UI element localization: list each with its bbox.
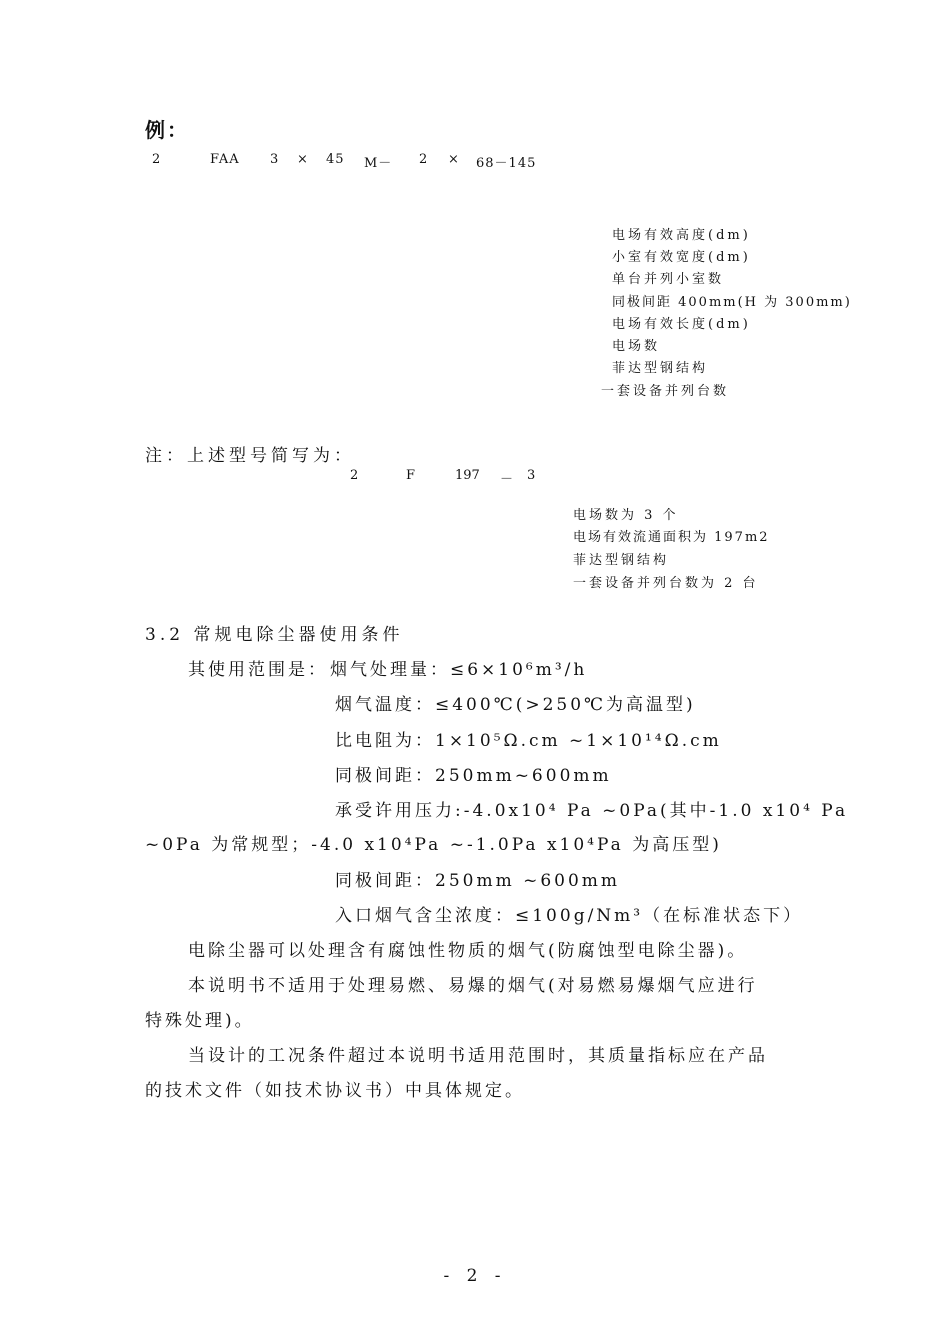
section-title: 3.2 常规电除尘器使用条件 <box>145 625 404 645</box>
model-short-token: 197 <box>455 468 480 483</box>
range-label: 其使用范围是： <box>188 660 328 680</box>
page-number: - 2 - <box>443 1266 507 1286</box>
model-token: × <box>297 152 309 167</box>
spacing-condition: 同极间距：250mm~600mm <box>335 766 612 786</box>
paragraph-continued: 的技术文件（如技术协议书）中具体规定。 <box>145 1081 525 1101</box>
dust-condition: 入口烟气含尘浓度：≤100g/Nm³（在标准状态下） <box>335 906 804 926</box>
paragraph: 本说明书不适用于处理易燃、易爆的烟气(对易燃易爆烟气应进行 <box>188 976 758 996</box>
model-token: 3 <box>270 152 280 167</box>
note-legend-item: 电场数为 3 个 <box>573 508 679 523</box>
model-token: 45 <box>326 152 345 167</box>
legend-item: 同极间距 400mm(H 为 300mm) <box>612 295 852 310</box>
legend-item: 菲达型钢结构 <box>612 361 709 376</box>
model-short-token: － <box>500 472 514 487</box>
legend-item: 单台并列小室数 <box>612 272 725 287</box>
note-legend-item: 电场有效流通面积为 197m2 <box>573 530 770 545</box>
legend-item: 小室有效宽度(dm) <box>612 250 751 265</box>
model-token: 2 <box>419 152 429 167</box>
model-token: 2 <box>152 152 162 167</box>
model-token: 68－145 <box>476 156 537 171</box>
paragraph: 电除尘器可以处理含有腐蚀性物质的烟气(防腐蚀型电除尘器)。 <box>188 941 748 961</box>
pressure-condition-continued: ~0Pa 为常规型；-4.0 x10⁴Pa ~-1.0Pa x10⁴Pa 为高压型) <box>145 835 722 855</box>
legend-item: 电场有效长度(dm) <box>612 317 751 332</box>
model-short-token: 2 <box>350 468 359 483</box>
paragraph: 当设计的工况条件超过本说明书适用范围时，其质量指标应在产品 <box>188 1046 768 1066</box>
legend-item: 电场有效高度(dm) <box>612 228 751 243</box>
legend-item: 一套设备并列台数 <box>601 384 730 399</box>
legend-item: 电场数 <box>612 339 661 354</box>
resistivity-condition: 比电阻为：1×10⁵Ω.cm ~1×10¹⁴Ω.cm <box>335 731 722 751</box>
pressure-condition: 承受许用压力:-4.0x10⁴ Pa ~0Pa(其中-1.0 x10⁴ Pa <box>335 801 849 821</box>
paragraph-continued: 特殊处理)。 <box>145 1011 255 1031</box>
example-title: 例： <box>145 118 189 142</box>
model-token: M－ <box>364 156 393 171</box>
note-legend-item: 菲达型钢结构 <box>573 553 670 568</box>
temperature-condition: 烟气温度：≤400℃(>250℃为高温型) <box>335 695 696 715</box>
flow-condition: 烟气处理量：≤6×10⁶m³/h <box>330 660 588 680</box>
note-legend-item: 一套设备并列台数为 2 台 <box>573 576 759 591</box>
note-title: 注：上述型号简写为： <box>145 446 355 466</box>
model-short-token: 3 <box>527 468 536 483</box>
model-short-token: F <box>406 468 416 483</box>
model-token: × <box>448 152 460 167</box>
spacing-condition: 同极间距：250mm ~600mm <box>335 871 621 891</box>
model-token: FAA <box>210 152 240 167</box>
